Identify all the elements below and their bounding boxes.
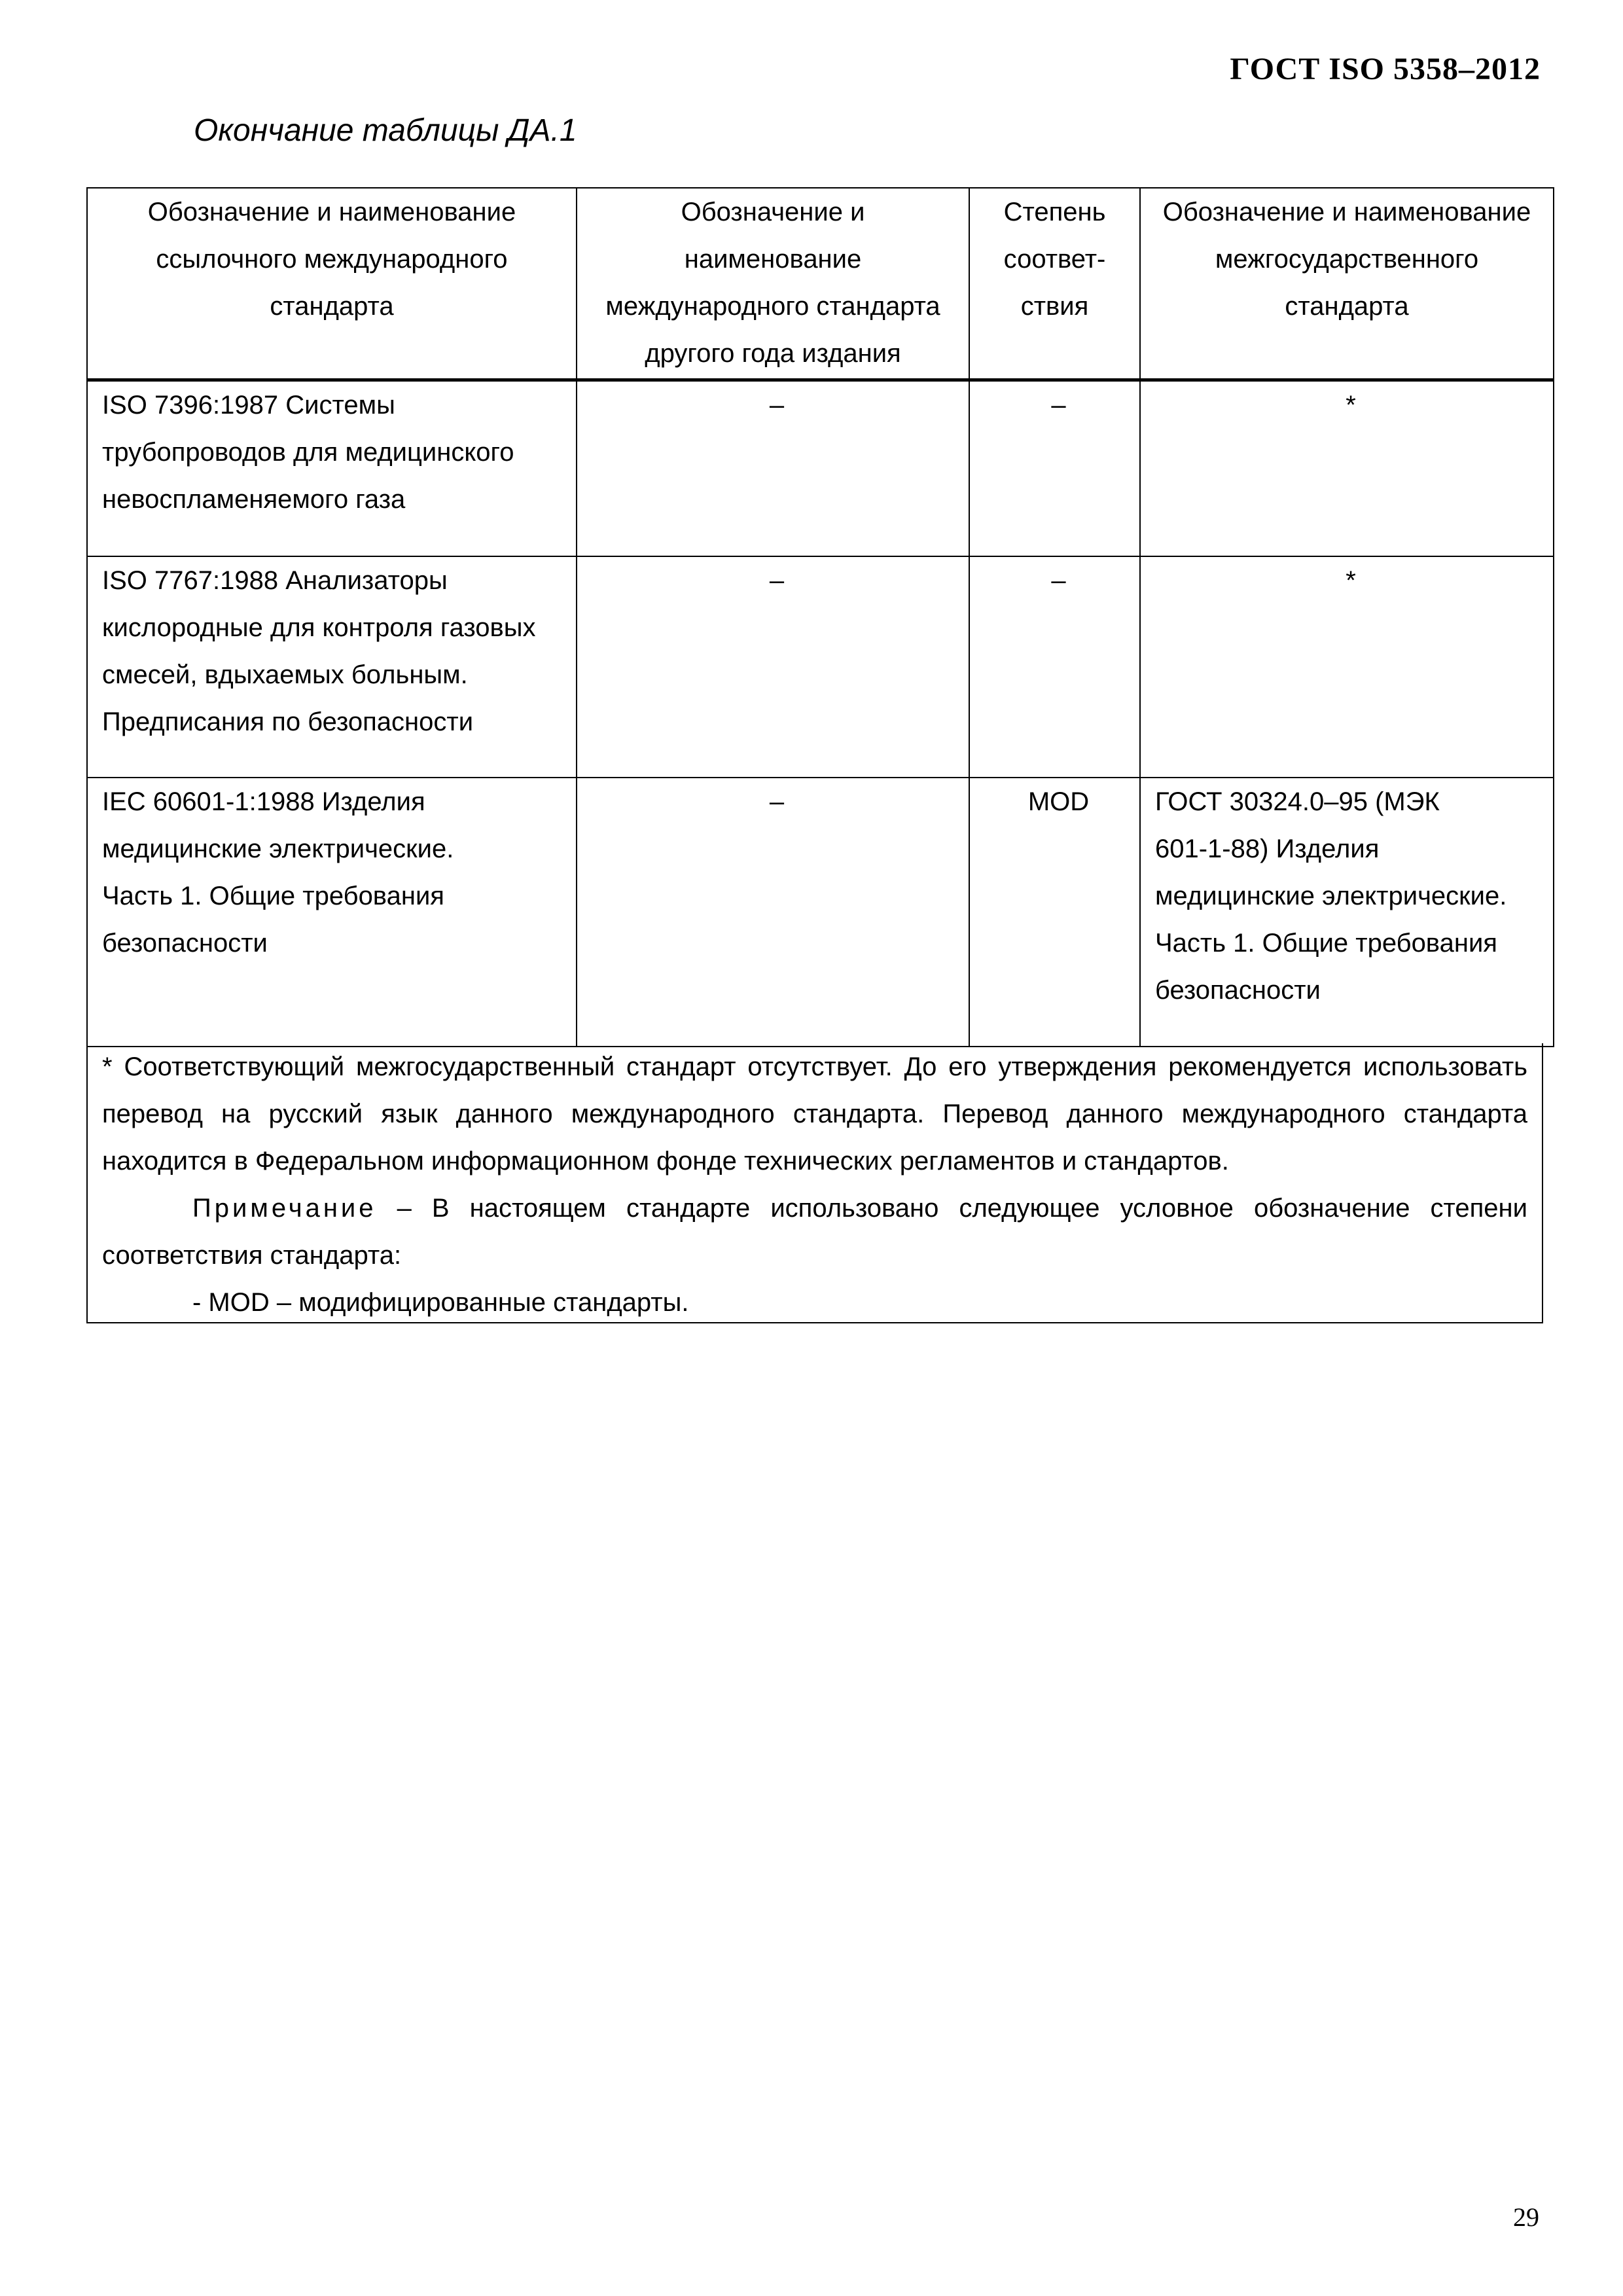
table-row xyxy=(87,380,1554,557)
cell-conformity: – xyxy=(969,380,1140,557)
cell-interstate: ГОСТ 30324.0–95 (МЭК 601-1-88) Изделия медицинские электрические. Часть 1. Общие требования безопасности xyxy=(1140,778,1554,1047)
table-header-row xyxy=(87,188,1554,380)
cell-ref-standard: ISO 7767:1988 Анализаторы кислородные для контроля газовых смесей, вдыхаемых больным. Предписания по безопасности xyxy=(87,556,577,778)
note-text: – В настоящем стандарте использовано следующее условное обозначение степени соответствия стандарта: xyxy=(102,1194,1527,1270)
table-caption: Окончание таблицы ДА.1 xyxy=(194,113,577,148)
header-intl-standard-other-year: Обозначение и наименование международного стандарта другого года издания xyxy=(577,188,969,380)
asterisk-note: * Соответствующий межгосударственный стандарт отсутствует. До его утверждения рекомендуется использовать перевод на русский язык данного международного стандарта. Перевод данного международного стандарта находится в Федеральном информационном фонде технических регламентов и стандартов. xyxy=(102,1052,1527,1175)
standards-table xyxy=(86,187,1554,1047)
table-row xyxy=(87,778,1554,1047)
cell-ref-standard: IEC 60601-1:1988 Изделия медицинские электрические. Часть 1. Общие требования безопасности xyxy=(87,778,577,1047)
header-interstate-standard: Обозначение и наименование межгосударственного стандарта xyxy=(1140,188,1554,380)
cell-conformity: MOD xyxy=(969,778,1140,1047)
cell-other-year: – xyxy=(577,556,969,778)
cell-other-year: – xyxy=(577,380,969,557)
note-paragraph xyxy=(102,1185,1527,1279)
table-footnote xyxy=(86,1043,1543,1323)
page-number: 29 xyxy=(1513,2202,1539,2232)
cell-interstate: * xyxy=(1140,556,1554,778)
cell-interstate: * xyxy=(1140,380,1554,557)
mod-definition: - MOD – модифицированные стандарты. xyxy=(192,1288,689,1317)
header-ref-intl-standard: Обозначение и наименование ссылочного международного стандарта xyxy=(87,188,577,380)
header-conformity-degree: Степень соответ- ствия xyxy=(969,188,1140,380)
table-row xyxy=(87,556,1554,778)
cell-ref-standard: ISO 7396:1987 Системы трубопроводов для медицинского невоспламеняемого газа xyxy=(87,380,577,557)
note-label: Примечание xyxy=(192,1194,377,1223)
document-id: ГОСТ ISO 5358–2012 xyxy=(1230,52,1541,86)
cell-conformity: – xyxy=(969,556,1140,778)
cell-other-year: – xyxy=(577,778,969,1047)
